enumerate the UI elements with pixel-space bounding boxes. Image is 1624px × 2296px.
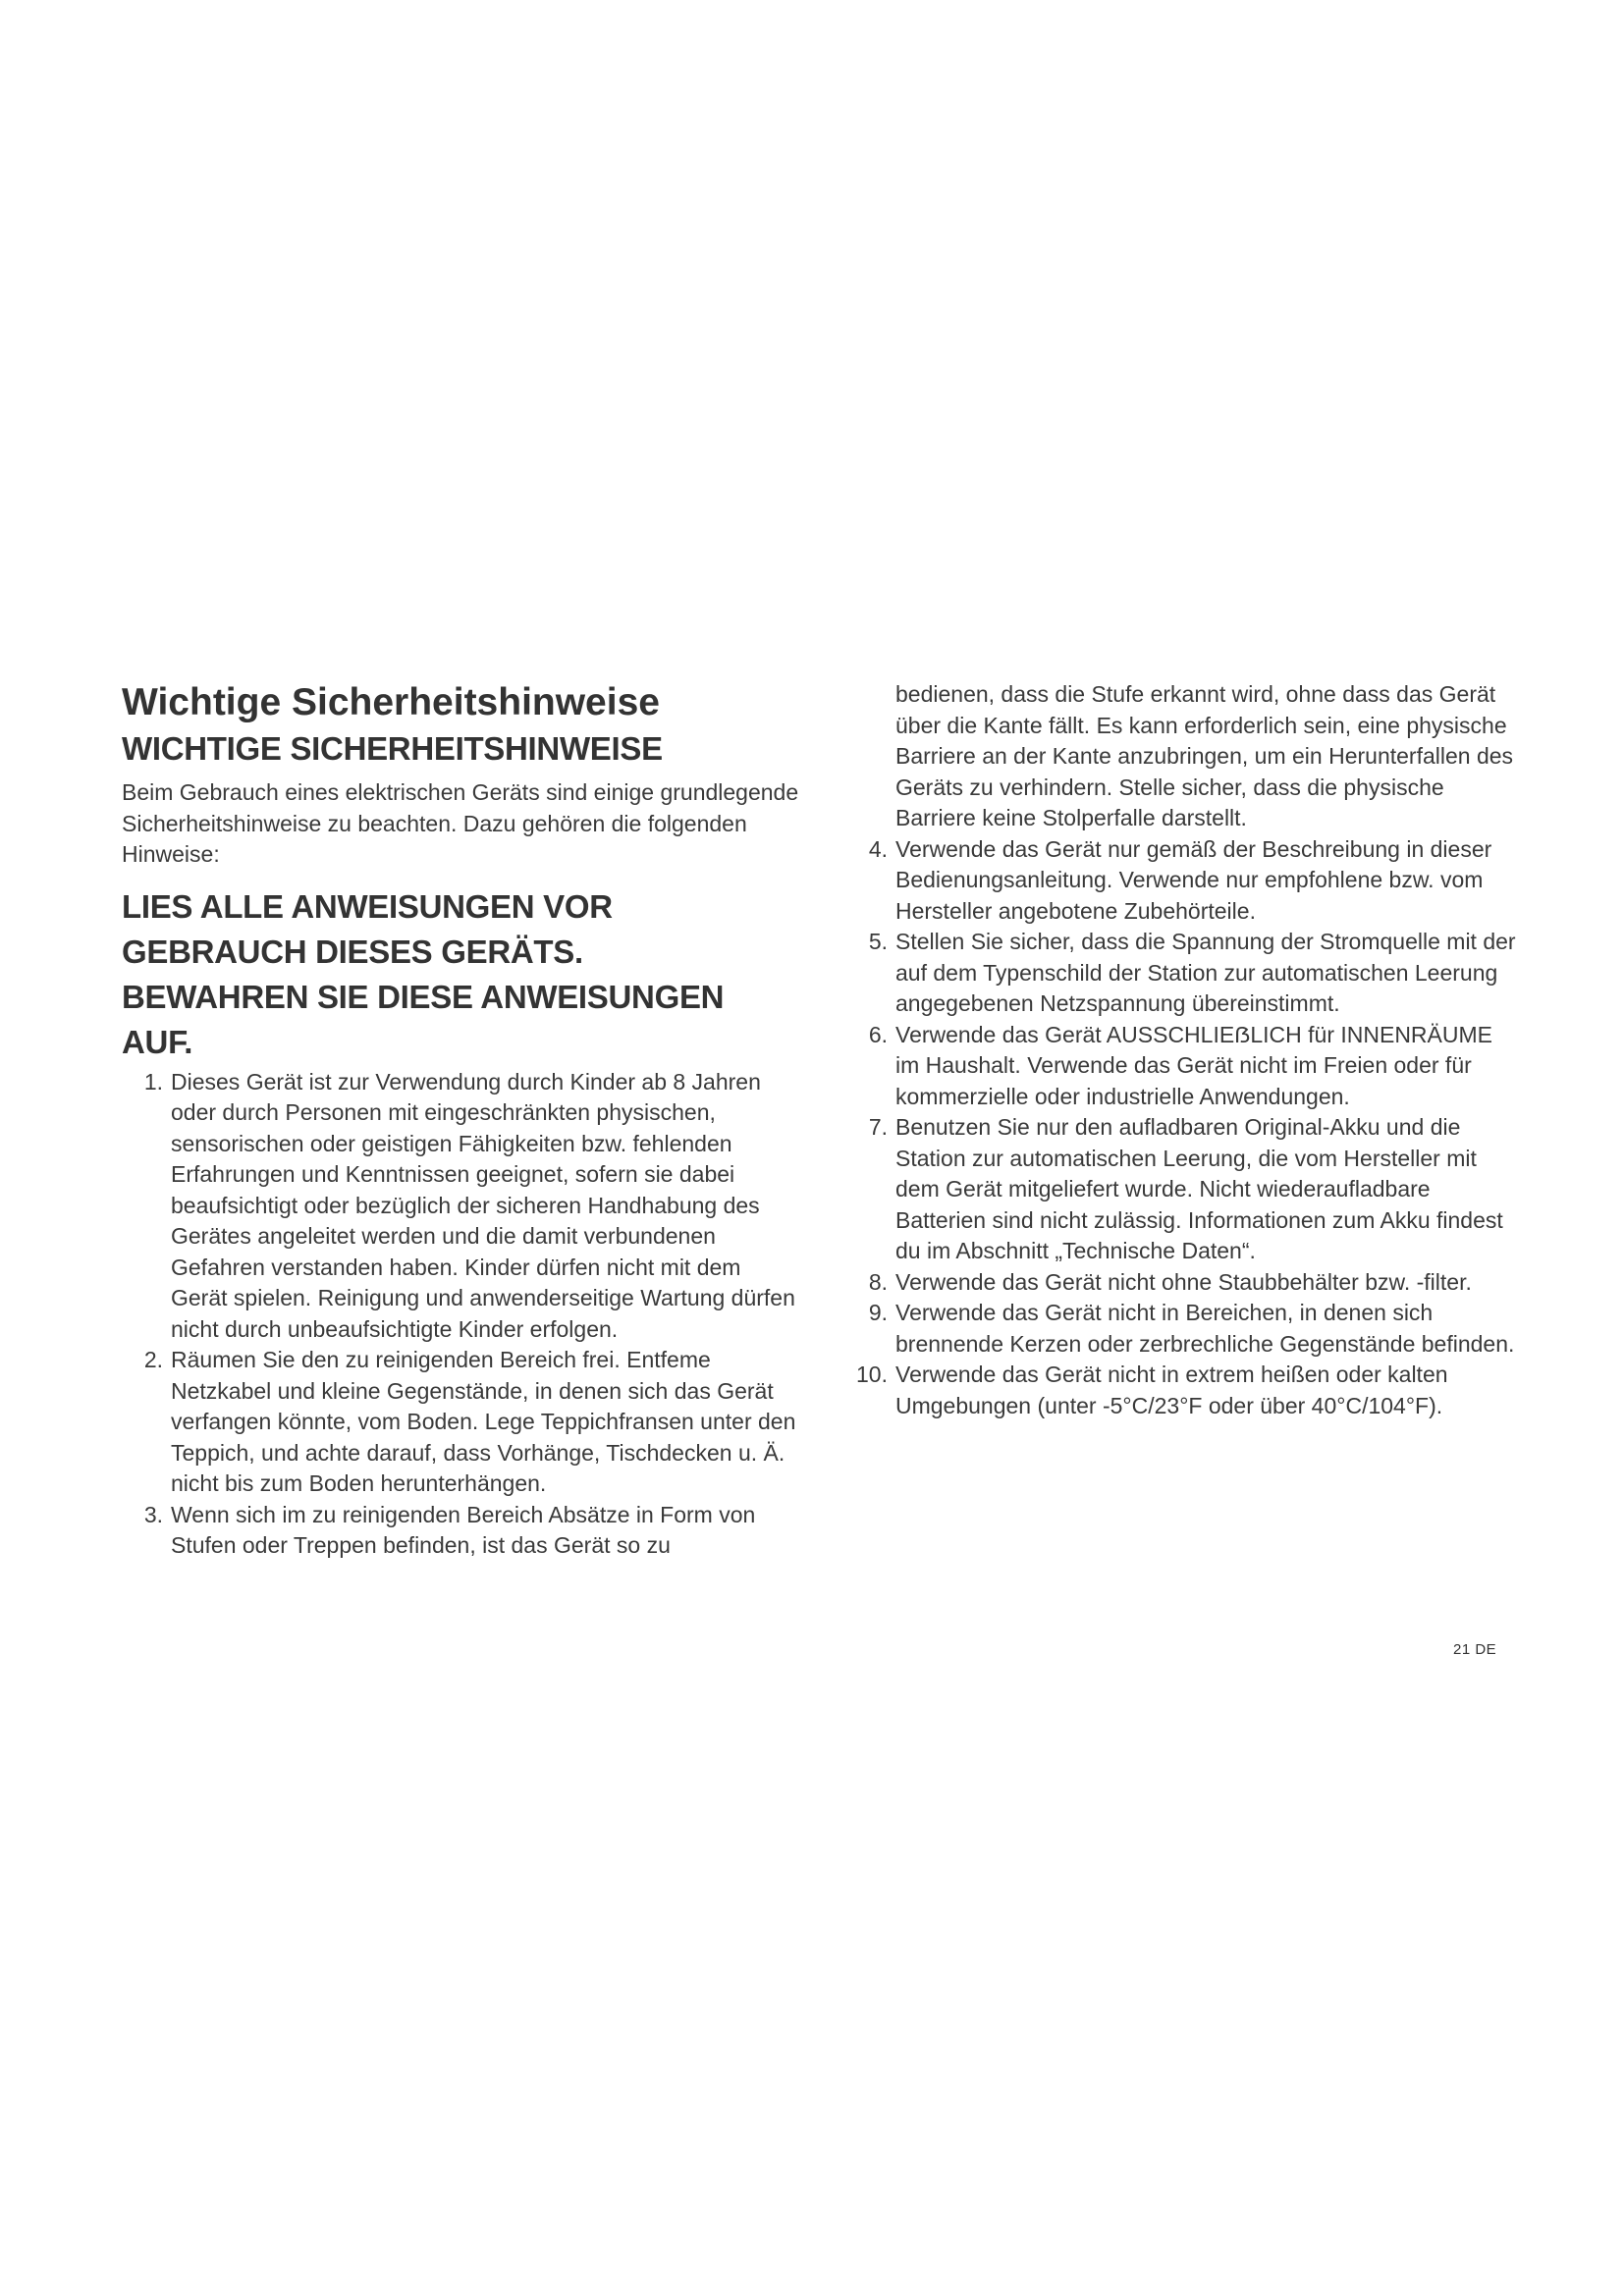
right-column [852,679,1520,1421]
item-text: Räumen Sie den zu reinigenden Bereich frei. Entfeme Netzkabel und kleine Gegenstände, in denen sich das Gerät verfangen könnte, vom Boden. Lege Teppichfransen unter den Teppich, und achte darauf, dass Vorhänge, Tischdecken u. Ä. nicht bis zum Boden herunterhängen. [171,1347,796,1496]
item-number: 10. [856,1362,888,1387]
warning-line: GEBRAUCH DIESES GERÄTS. [122,933,583,970]
list-item [852,1298,1520,1360]
item-number: 9. [868,1300,888,1325]
item-number: 5. [868,929,888,954]
item-3-continuation: bedienen, dass die Stufe erkannt wird, ohne dass das Gerät über die Kante fällt. Es kann erforderlich sein, eine physische Barriere an der Kante anzubringen, um ein Herunterfallen des Geräts zu verhindern. Stelle sicher, dass die physische Barriere keine Stolperfalle darstellt. [895,681,1514,830]
item-number: 1. [143,1068,163,1095]
item-text: Verwende das Gerät nicht in Bereichen, in denen sich brennende Kerzen oder zerbrechliche Gegenstände befinden. [895,1300,1515,1357]
list-item [122,1345,801,1500]
item-text: Verwende das Gerät AUSSCHLIEẞLICH für INNENRÄUME im Haushalt. Verwende das Gerät nicht im Freien oder für kommerzielle oder industrielle Anwendungen. [895,1021,1492,1109]
item-text: Verwende das Gerät nur gemäß der Beschreibung in dieser Bedienungsanleitung. Verwende nur empfohlene bzw. vom Hersteller angebotene Zubehörteile. [895,835,1492,924]
item-text: Benutzen Sie nur den aufladbaren Original-Akku und die Station zur automatischen Leerung, die vom Hersteller mit dem Gerät mitgeliefert wurde. Nicht wiederaufladbare Batterien sind nicht zulässig. Informationen zum Akku findest du im Abschnitt „Technische Daten“. [895,1114,1503,1263]
item-text: Stellen Sie sicher, dass die Spannung der Stromquelle mit der auf dem Typenschild der Station zur automatischen Leerung angegebenen Netzspannung übereinstimmt. [895,929,1516,1016]
item-number: 2. [143,1347,163,1372]
list-item [852,1112,1520,1267]
warning-heading [122,884,801,1065]
list-item [852,1360,1520,1421]
page-title: Wichtige Sicherheitshinweise [122,681,660,723]
safety-list-left [122,1067,801,1562]
page-number: 21 DE [1453,1641,1497,1658]
left-column [122,679,801,1562]
list-item [852,1267,1520,1299]
intro-paragraph: Beim Gebrauch eines elektrischen Geräts sind einige grundlegende Sicherheitshinweise zu beachten. Dazu gehören die folgenden Hinweise: [122,779,799,867]
list-item [852,834,1520,928]
warning-line: BEWAHREN SIE DIESE ANWEISUNGEN [122,978,725,1015]
warning-line: AUF. [122,1023,193,1060]
item-text: Dieses Gerät ist zur Verwendung durch Kinder ab 8 Jahren oder durch Personen mit eingeschränkten physischen, sensorischen oder geistigen Fähigkeiten bzw. fehlenden Erfahrungen und Kenntnissen geeignet, sofern sie dabei beaufsichtigt oder bezüglich der sicheren Handhabung des Gerätes angeleitet werden und die damit verbundenen Gefahren verstanden haben. Kinder dürfen nicht mit dem Gerät spielen. Reinigung und anwenderseitige Wartung dürfen nicht durch unbeaufsichtigte Kinder erfolgen. [171,1068,795,1342]
safety-list-right [852,834,1520,1422]
item-number: 8. [868,1268,888,1295]
list-item [122,1500,801,1562]
item-number: 6. [868,1021,888,1047]
list-item [122,1067,801,1346]
item-number: 3. [143,1501,163,1527]
item-text: Verwende das Gerät nicht ohne Staubbehälter bzw. -filter. [895,1268,1472,1295]
list-item [852,927,1520,1020]
section-heading: WICHTIGE SICHERHEITSHINWEISE [122,730,663,767]
item-text: Verwende das Gerät nicht in extrem heißen oder kalten Umgebungen (unter -5°C/23°F oder über 40°C/104°F). [895,1362,1448,1418]
warning-line: LIES ALLE ANWEISUNGEN VOR [122,887,613,925]
item-number: 7. [868,1114,888,1140]
list-item [852,1020,1520,1113]
item-text: Wenn sich im zu reinigenden Bereich Absätze in Form von Stufen oder Treppen befinden, ist das Gerät so zu [171,1501,756,1558]
item-number: 4. [868,835,888,862]
